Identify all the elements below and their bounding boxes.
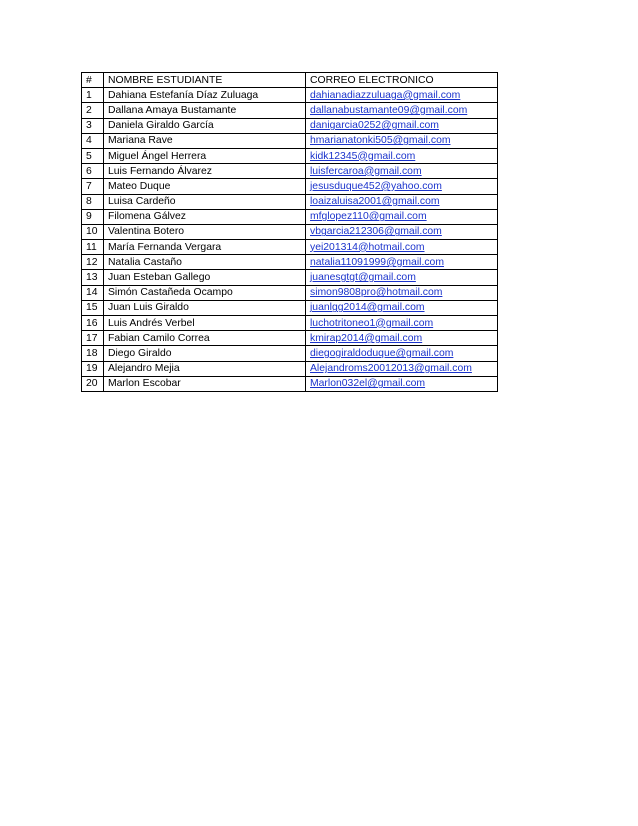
student-name: Natalia Castaño <box>104 255 306 270</box>
email-link[interactable]: mfglopez110@gmail.com <box>306 209 498 224</box>
table-row <box>82 316 498 331</box>
email-link[interactable]: Alejandroms20012013@gmail.com <box>306 361 498 376</box>
student-name: Simón Castañeda Ocampo <box>104 285 306 300</box>
student-name: Juan Esteban Gallego <box>104 270 306 285</box>
table-row <box>82 194 498 209</box>
email-link[interactable]: diegogiraldoduque@gmail.com <box>306 346 498 361</box>
table-row <box>82 224 498 239</box>
header-email: CORREO ELECTRONICO <box>306 73 498 88</box>
row-number: 7 <box>82 179 104 194</box>
row-number: 20 <box>82 376 104 391</box>
table-row <box>82 240 498 255</box>
row-number: 15 <box>82 300 104 315</box>
header-number: # <box>82 73 104 88</box>
table-row <box>82 300 498 315</box>
email-link[interactable]: kidk12345@gmail.com <box>306 148 498 163</box>
table-row <box>82 133 498 148</box>
email-link[interactable]: simon9808pro@hotmail.com <box>306 285 498 300</box>
student-name: Marlon Escobar <box>104 376 306 391</box>
email-link[interactable]: Marlon032el@gmail.com <box>306 376 498 391</box>
row-number: 3 <box>82 118 104 133</box>
row-number: 1 <box>82 88 104 103</box>
email-link[interactable]: loaizaluisa2001@gmail.com <box>306 194 498 209</box>
email-link[interactable]: dallanabustamante09@gmail.com <box>306 103 498 118</box>
table-row <box>82 361 498 376</box>
student-name: Luisa Cardeño <box>104 194 306 209</box>
table-row <box>82 376 498 391</box>
row-number: 2 <box>82 103 104 118</box>
table-row <box>82 331 498 346</box>
student-name: Filomena Gálvez <box>104 209 306 224</box>
row-number: 10 <box>82 224 104 239</box>
header-student-name: NOMBRE ESTUDIANTE <box>104 73 306 88</box>
student-name: Dahiana Estefanía Díaz Zuluaga <box>104 88 306 103</box>
table-row <box>82 285 498 300</box>
table-body <box>82 88 498 392</box>
row-number: 9 <box>82 209 104 224</box>
row-number: 19 <box>82 361 104 376</box>
row-number: 6 <box>82 164 104 179</box>
student-name: Valentina Botero <box>104 224 306 239</box>
email-link[interactable]: juanesgtgt@gmail.com <box>306 270 498 285</box>
row-number: 14 <box>82 285 104 300</box>
table-row <box>82 209 498 224</box>
student-name: Fabian Camilo Correa <box>104 331 306 346</box>
row-number: 8 <box>82 194 104 209</box>
table-row <box>82 346 498 361</box>
student-name: Mariana Rave <box>104 133 306 148</box>
table-row <box>82 179 498 194</box>
student-name: Luis Andrés Verbel <box>104 316 306 331</box>
email-link[interactable]: juanlgg2014@gmail.com <box>306 300 498 315</box>
row-number: 11 <box>82 240 104 255</box>
email-link[interactable]: natalia11091999@gmail.com <box>306 255 498 270</box>
table-row <box>82 118 498 133</box>
student-name: María Fernanda Vergara <box>104 240 306 255</box>
student-name: Miguel Ángel Herrera <box>104 148 306 163</box>
email-link[interactable]: jesusduque452@yahoo.com <box>306 179 498 194</box>
row-number: 16 <box>82 316 104 331</box>
table-row <box>82 148 498 163</box>
row-number: 18 <box>82 346 104 361</box>
student-name: Diego Giraldo <box>104 346 306 361</box>
student-name: Alejandro Mejia <box>104 361 306 376</box>
row-number: 5 <box>82 148 104 163</box>
table-row <box>82 270 498 285</box>
row-number: 4 <box>82 133 104 148</box>
email-link[interactable]: luchotritoneo1@gmail.com <box>306 316 498 331</box>
student-name: Mateo Duque <box>104 179 306 194</box>
student-table <box>81 72 498 392</box>
table-row <box>82 164 498 179</box>
email-link[interactable]: vbgarcia212306@gmail.com <box>306 224 498 239</box>
student-name: Dallana Amaya Bustamante <box>104 103 306 118</box>
email-link[interactable]: dahianadiazzuluaga@gmail.com <box>306 88 498 103</box>
email-link[interactable]: yei201314@hotmail.com <box>306 240 498 255</box>
student-name: Juan Luis Giraldo <box>104 300 306 315</box>
student-name: Luis Fernando Álvarez <box>104 164 306 179</box>
table-row <box>82 103 498 118</box>
email-link[interactable]: luisfercaroa@gmail.com <box>306 164 498 179</box>
table-row <box>82 255 498 270</box>
row-number: 13 <box>82 270 104 285</box>
table-row <box>82 88 498 103</box>
email-link[interactable]: hmarianatonki505@gmail.com <box>306 133 498 148</box>
email-link[interactable]: danigarcia0252@gmail.com <box>306 118 498 133</box>
table-header-row <box>82 73 498 88</box>
row-number: 17 <box>82 331 104 346</box>
student-name: Daniela Giraldo García <box>104 118 306 133</box>
email-link[interactable]: kmirap2014@gmail.com <box>306 331 498 346</box>
row-number: 12 <box>82 255 104 270</box>
